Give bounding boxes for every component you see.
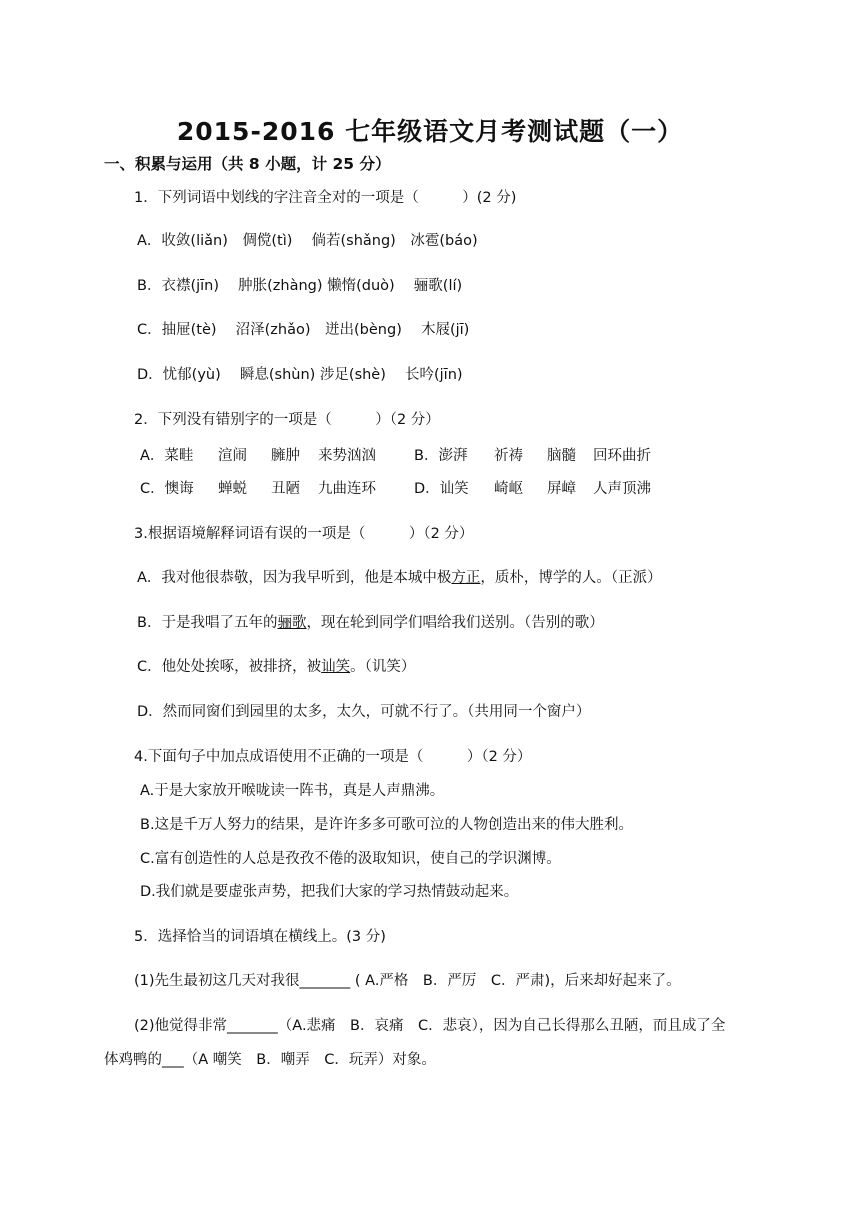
q2-word: 九曲连环: [318, 481, 376, 497]
question-3-option-b: [137, 613, 604, 633]
underlined-word: 骊歌: [277, 615, 307, 631]
q2-word: 回环曲折: [593, 448, 651, 464]
question-5-stem: 5．选择恰当的词语填在横线上。(3 分): [134, 929, 386, 945]
q2-word: A．菜畦: [140, 448, 194, 464]
question-2-stem: 2．下列没有错别字的一项是（ ）（2 分）: [134, 412, 440, 428]
q2-word: 屏嶂: [547, 481, 576, 497]
section-heading: 一、积累与运用（共 8 小题，计 25 分）: [104, 155, 391, 173]
q2-word: 蝉蜕: [218, 481, 247, 497]
option-text: B．于是我唱了五年的: [137, 615, 278, 631]
question-4-stem: 4.下面句子中加点成语使用不正确的一项是（ ）（2 分）: [134, 749, 532, 765]
question-2-row-1: [140, 446, 651, 466]
question-3-option-d: D．然而同窗们到园里的太多，太久，可就不行了。（共用同一个窗户）: [137, 704, 591, 720]
q2-word: 脑髓: [547, 448, 576, 464]
question-3-option-c: [137, 657, 415, 677]
underlined-word: 方正: [451, 570, 481, 586]
option-text: 。（讥笑）: [350, 659, 416, 675]
option-text: ，质朴，博学的人。（正派）: [480, 570, 662, 586]
question-5-sentence-2-continued: 体鸡鸭的___（A 嘲笑 B．嘲弄 C．玩弄）对象。: [104, 1052, 436, 1068]
option-text: C．他处处挨啄，被排挤，被: [137, 659, 322, 675]
question-4-option-c: C.富有创造性的人总是孜孜不倦的汲取知识，使自己的学识渊博。: [140, 851, 561, 867]
q2-word: B．澎湃: [414, 448, 468, 464]
option-text: ，现在轮到同学们唱给我们送别。（告别的歌）: [306, 615, 604, 631]
question-3-option-a: [137, 568, 662, 588]
q2-word: 崎岖: [494, 481, 523, 497]
question-1-option-b: B．衣襟(jīn) 肿胀(zhàng) 懒惰(duò) 骊歌(lí): [137, 278, 463, 294]
question-3-stem: 3.根据语境解释词语有误的一项是（ ）（2 分）: [134, 526, 474, 542]
page-title: 2015-2016 七年级语文月考测试题（一）: [176, 117, 684, 146]
q2-word: 人声顶沸: [593, 481, 651, 497]
q2-word: 渲闹: [218, 448, 247, 464]
q2-word: 祈祷: [494, 448, 523, 464]
question-5-sentence-2: (2)他觉得非常_______（A.悲痛 B．哀痛 C．悲哀），因为自己长得那么丑陋，而且成了全: [134, 1018, 726, 1034]
q2-word: 臃肿: [271, 448, 300, 464]
q2-word: D．讪笑: [414, 481, 469, 497]
question-2-row-2: [140, 479, 651, 499]
question-1-stem: 1．下列词语中划线的字注音全对的一项是（ ）(2 分): [134, 190, 517, 206]
question-1-option-d: D．忧郁(yù) 瞬息(shùn) 涉足(shè) 长吟(jīn): [137, 367, 463, 383]
question-5-sentence-1: (1)先生最初这几天对我很_______ ( A.严格 B．严厉 C．严肃)，后来却好起来了。: [134, 973, 681, 989]
question-4-option-d: D.我们就是要虚张声势，把我们大家的学习热情鼓动起来。: [140, 884, 519, 900]
question-1-option-c: C．抽屉(tè) 沼泽(zhǎo) 迸出(bèng) 木屐(jī): [137, 322, 470, 338]
underlined-word: 讪笑: [321, 659, 351, 675]
q2-word: 来势汹汹: [318, 448, 376, 464]
option-text: A．我对他很恭敬，因为我早听到，他是本城中极: [137, 570, 452, 586]
question-1-option-a: A．收敛(liǎn) 倜傥(tì) 倘若(shǎng) 冰雹(báo): [137, 233, 478, 249]
question-4-option-a: A.于是大家放开喉咙读一阵书，真是人声鼎沸。: [140, 783, 445, 799]
question-4-option-b: B.这是千万人努力的结果，是许许多多可歌可泣的人物创造出来的伟大胜利。: [140, 817, 634, 833]
q2-word: 丑陋: [271, 481, 300, 497]
q2-word: C．懊诲: [140, 481, 194, 497]
